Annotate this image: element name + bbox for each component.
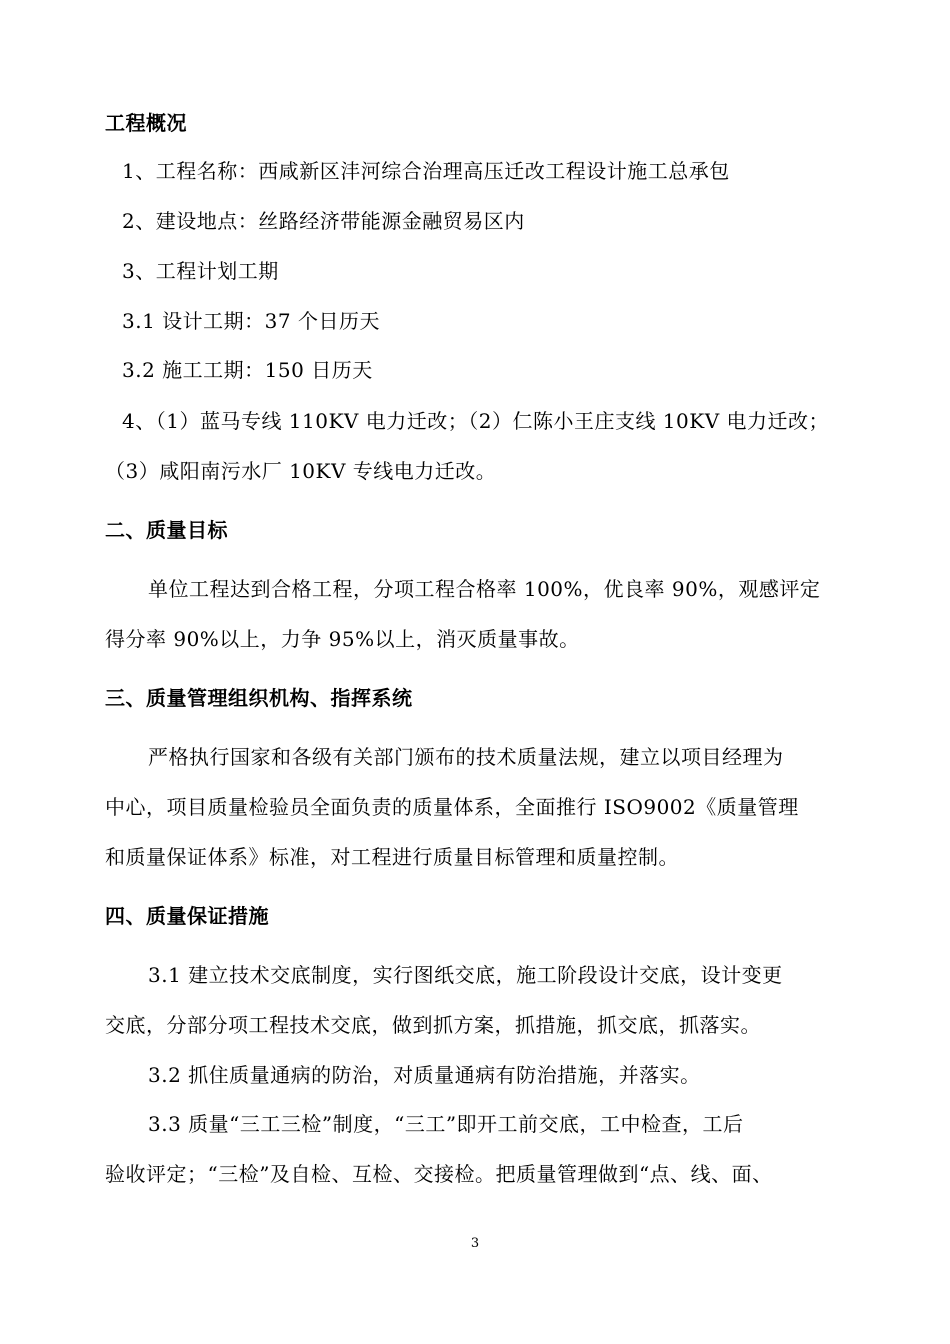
section-heading-quality-target: 二、质量目标	[105, 518, 228, 542]
quality-target-line: 得分率 90%以上，力争 95%以上，消灭质量事故。	[105, 627, 580, 651]
overview-line-project-name: 1、工程名称：西咸新区沣河综合治理高压迁改工程设计施工总承包	[122, 159, 730, 183]
page-number: 3	[470, 1236, 480, 1251]
quality-org-line: 严格执行国家和各级有关部门颁布的技术质量法规，建立以项目经理为	[148, 745, 784, 769]
quality-org-line: 中心，项目质量检验员全面负责的质量体系，全面推行 ISO9002《质量管理	[105, 795, 799, 819]
overview-line-location: 2、建设地点：丝路经济带能源金融贸易区内	[122, 209, 525, 233]
quality-measures-line: 3.3 质量“三工三检”制度，“三工”即开工前交底，工中检查，工后	[148, 1112, 744, 1136]
overview-line-construction-period: 3.2 施工工期：150 日历天	[122, 358, 373, 382]
section-heading-quality-measures: 四、质量保证措施	[105, 904, 269, 928]
overview-line-design-period: 3.1 设计工期：37 个日历天	[122, 309, 380, 333]
section-heading-quality-organization: 三、质量管理组织机构、指挥系统	[105, 686, 413, 710]
quality-measures-line: 3.2 抓住质量通病的防治，对质量通病有防治措施，并落实。	[148, 1063, 701, 1087]
quality-org-line: 和质量保证体系》标准，对工程进行质量目标管理和质量控制。	[105, 845, 679, 869]
overview-line-scope-continued: （3）咸阳南污水厂 10KV 专线电力迁改。	[105, 459, 497, 483]
overview-line-schedule: 3、工程计划工期	[122, 259, 279, 283]
quality-target-line: 单位工程达到合格工程，分项工程合格率 100%，优良率 90%，观感评定	[148, 577, 821, 601]
overview-line-scope: 4、（1）蓝马专线 110KV 电力迁改；（2）仁陈小王庄支线 10KV 电力迁改；	[122, 409, 829, 433]
quality-measures-line: 3.1 建立技术交底制度，实行图纸交底，施工阶段设计交底，设计变更	[148, 963, 783, 987]
quality-measures-line: 验收评定；“三检”及自检、互检、交接检。把质量管理做到“点、线、面、	[105, 1162, 773, 1186]
quality-measures-line: 交底，分部分项工程技术交底，做到抓方案，抓措施，抓交底，抓落实。	[105, 1013, 761, 1037]
section-heading-overview: 工程概况	[105, 111, 187, 135]
